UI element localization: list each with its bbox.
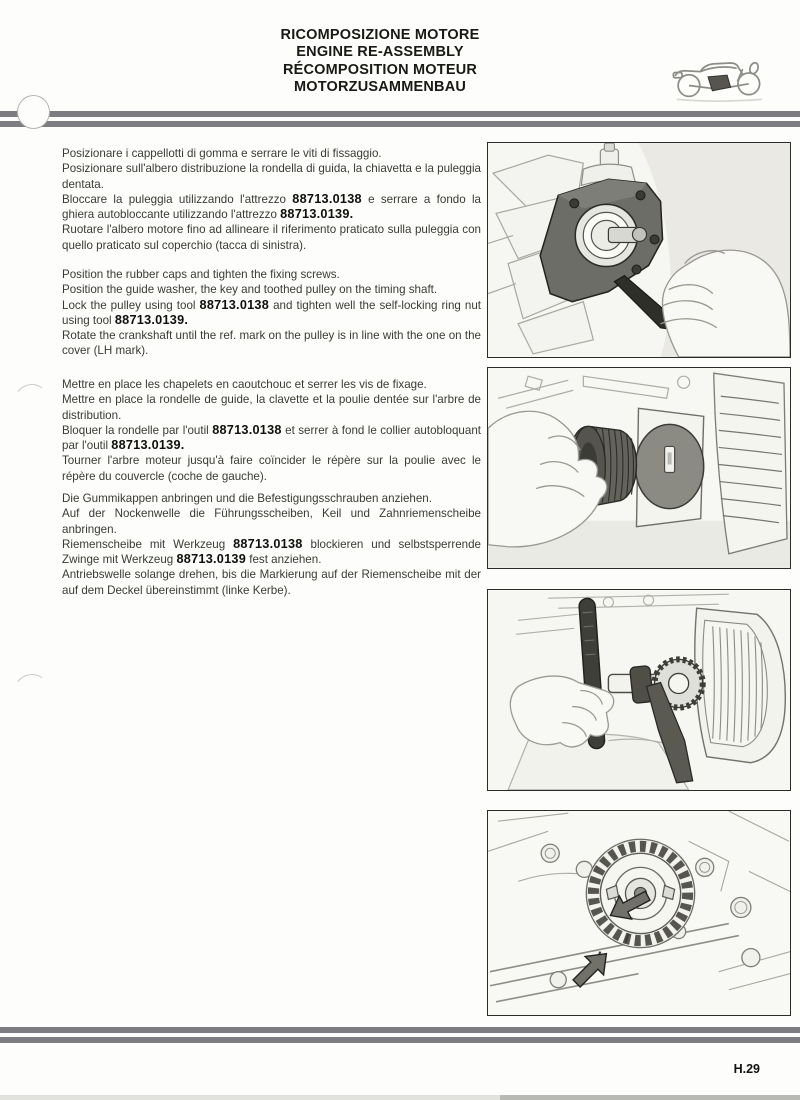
scan-edge-smudge-dark: [500, 1095, 800, 1100]
divider-bar: [0, 121, 800, 127]
paragraph-en-4: Rotate the crankshaft until the ref. mark on the pulley is in line with the one on the cover (LH mark).: [62, 329, 481, 358]
toothed-pulley-illustration: [488, 368, 790, 568]
title-german: MOTORZUSAMMENBAU: [293, 79, 467, 96]
paragraph-de-4: Antriebswelle solange drehen, bis die Markierung auf der Riemenscheibe mit der auf dem Deckel übereinstimmt (linke Kerbe).: [62, 568, 481, 597]
paragraph-it-2: Posizionare sull'albero distribuzione la rondella di guida, la chiavetta e la puleggia dentata.: [62, 162, 481, 191]
figure-lock-tool-on-cover: [487, 142, 791, 358]
divider-bar: [0, 1037, 800, 1043]
page-title-block: [230, 27, 530, 97]
page-curl-mark: [11, 381, 52, 422]
scan-edge-smudge: [0, 1095, 800, 1100]
text-block-english: [62, 267, 481, 359]
figure-toothed-pulley: [487, 367, 791, 569]
page-curl-mark: [11, 671, 52, 712]
title-italian: RICOMPOSIZIONE MOTORE: [280, 27, 480, 43]
page-number: H.29: [733, 1062, 760, 1076]
text-block-french: [62, 377, 481, 484]
text-block-italian: [62, 146, 481, 253]
paragraph-it-4: Ruotare l'albero motore fino ad allineare il riferimento praticato sulla puleggia con quello praticato sul coperchio (tacca di sinistra).: [62, 223, 481, 252]
header-divider: [0, 111, 800, 127]
alignment-marks-illustration: [488, 811, 790, 1015]
divider-bar: [0, 111, 800, 117]
footer-divider: [0, 1027, 800, 1043]
paragraph-it-1: Posizionare i cappellotti di gomma e serrare le viti di fissaggio.: [62, 147, 382, 160]
divider-bar: [0, 1027, 800, 1033]
paragraph-it-3: Bloccare la puleggia utilizzando l'attrezzo 88713.0138 e serrare a fondo la ghiera autobloccante utilizzando l'attrezzo 88713.0139.: [62, 191, 481, 222]
paragraph-en-3: Lock the pulley using tool 88713.0138 and tighten well the self-locking ring nut using tool 88713.0139.: [62, 297, 482, 327]
text-block-german: [62, 491, 481, 598]
title-french: RÉCOMPOSITION MOTEUR: [282, 61, 478, 78]
paragraph-fr-1: Mettre en place les chapelets en caoutchouc et serrer les vis de fixage.: [62, 378, 427, 391]
paragraph-de-1: Die Gummikappen anbringen und die Befestigungsschrauben anziehen.: [62, 492, 432, 505]
paragraph-fr-2: Mettre en place la rondelle de guide, la clavette et la poulie dentée sur l'arbre de distribution.: [62, 393, 481, 422]
ring-nut-illustration: [488, 590, 790, 790]
binder-hole: [17, 95, 50, 129]
title-english: ENGINE RE-ASSEMBLY: [296, 44, 464, 61]
paragraph-de-3: Riemenscheibe mit Werkzeug 88713.0138 blockieren und selbstsperrende Zwinge mit Werkzeug 88713.0139 fest anziehen.: [62, 536, 481, 567]
motorcycle-icon: [668, 50, 768, 102]
lock-tool-illustration: [488, 143, 790, 357]
figure-alignment-marks: [487, 810, 791, 1016]
paragraph-fr-3: Bloquer la rondelle par l'outil 88713.0138 et serrer à fond le collier autobloquant par l'outil 88713.0139.: [62, 422, 481, 453]
figure-tighten-ring-nut: [487, 589, 791, 791]
paragraph-en-1: Position the rubber caps and tighten the fixing screws.: [62, 268, 340, 281]
paragraph-de-2: Auf der Nockenwelle die Führungsscheiben, Keil und Zahnriemenscheibe anbringen.: [62, 507, 481, 536]
paragraph-en-2: Position the guide washer, the key and toothed pulley on the timing shaft.: [62, 283, 438, 297]
paragraph-fr-4: Tourner l'arbre moteur jusqu'à faire coïncider le répère sur la poulie avec le répère du couvercle (coche de gauche).: [62, 454, 481, 483]
